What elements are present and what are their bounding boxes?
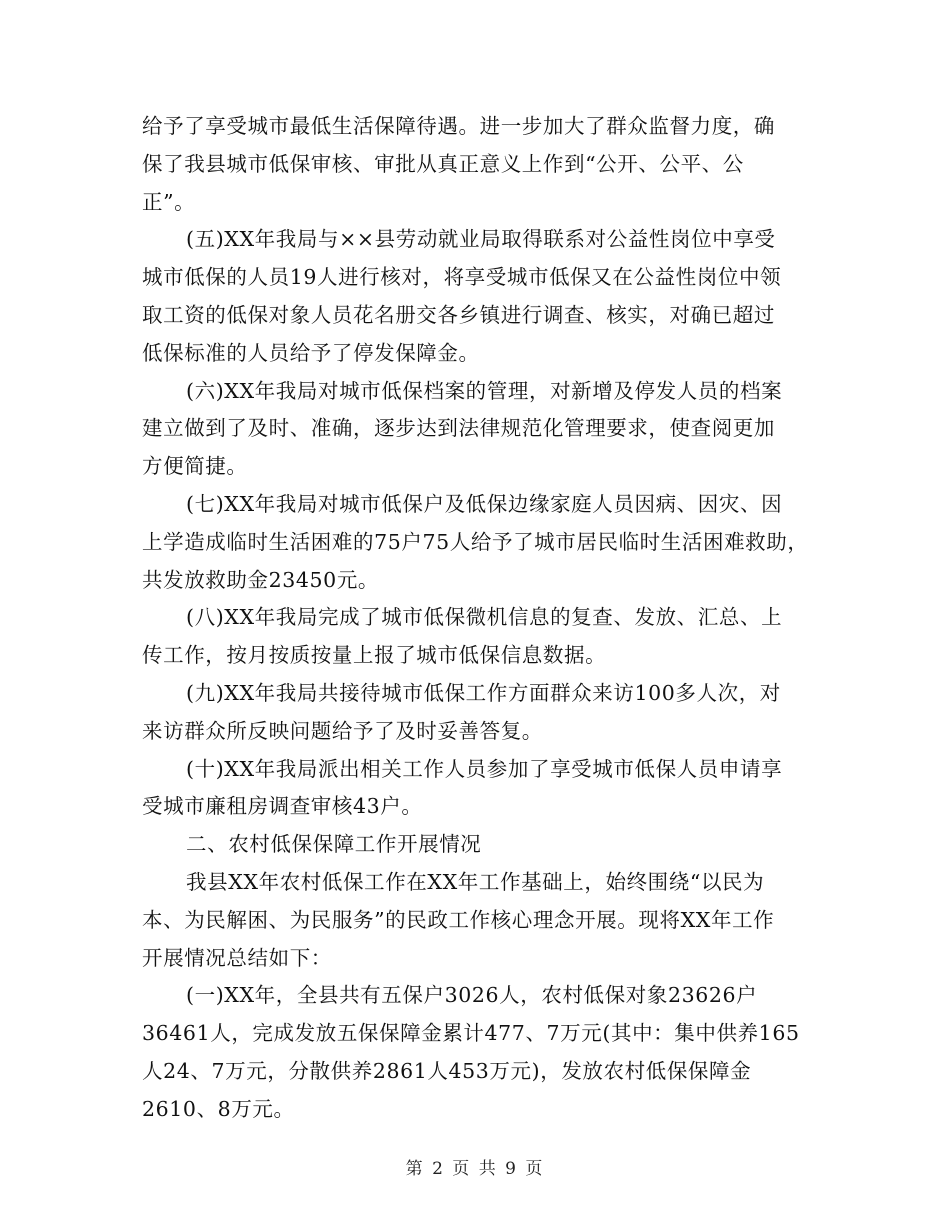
text-line: 共发放救助金23450元。 (142, 567, 380, 592)
text-line: 方便简捷。 (142, 454, 248, 479)
text-line: (七)XX年我局对城市低保户及低保边缘家庭人员因病、因灾、因 (186, 491, 783, 516)
text-line: 给予了享受城市最低生活保障待遇。进一步加大了群众监督力度，确 (142, 114, 775, 138)
text-line: 城市低保的人员19人进行核对，将享受城市低保又在公益性岗位中领 (142, 265, 782, 290)
text-line: (一)XX年，全县共有五保户3026人，农村低保对象23626户 (186, 983, 758, 1008)
text-line: 36461人，完成发放五保保障金累计477、7万元(其中：集中供养165 (142, 1021, 800, 1046)
text-line: 建立做到了及时、准确，逐步达到法律规范化管理要求，使查阅更加 (142, 416, 775, 441)
text-line: 我县XX年农村低保工作在XX年工作基础上，始终围绕“以民为 (186, 869, 765, 894)
text-line: (九)XX年我局共接待城市低保工作方面群众来访100多人次，对 (186, 680, 781, 705)
text-line: 二、农村低保保障工作开展情况 (186, 832, 482, 857)
text-line: 取工资的低保对象人员花名册交各乡镇进行调查、核实，对确已超过 (142, 302, 775, 327)
text-line: (八)XX年我局完成了城市低保微机信息的复查、发放、汇总、上 (186, 605, 783, 630)
text-line: 保了我县城市低保审核、审批从真正意义上作到“公开、公平、公 (142, 151, 744, 176)
text-line: 开展情况总结如下： (142, 945, 332, 970)
text-line: 本、为民解困、为民服务”的民政工作核心理念开展。现将XX年工作 (142, 907, 775, 932)
text-line: 来访群众所反映问题给予了及时妥善答复。 (142, 718, 543, 743)
text-line: 受城市廉租房调查审核43户。 (142, 794, 423, 819)
text-line: 传工作，按月按质按量上报了城市低保信息数据。 (142, 643, 607, 668)
text-line: (六)XX年我局对城市低保档案的管理，对新增及停发人员的档案 (186, 378, 783, 403)
document-body (142, 108, 810, 1129)
text-line: (十)XX年我局派出相关工作人员参加了享受城市低保人员申请享 (186, 756, 783, 781)
text-line: 人24、7万元，分散供养2861人453万元)，发放农村低保保障金 (142, 1058, 752, 1083)
text-line: 低保标准的人员给予了停发保障金。 (142, 340, 480, 365)
page-footer: 第 2 页 共 9 页 (405, 1159, 545, 1179)
text-line: 正”。 (142, 189, 196, 214)
text-line: 2610、8万元。 (142, 1096, 295, 1121)
text-line: 上学造成临时生活困难的75户75人给予了城市居民临时生活困难救助， (142, 529, 809, 554)
text-line: (五)XX年我局与××县劳动就业局取得联系对公益性岗位中享受 (186, 227, 776, 252)
